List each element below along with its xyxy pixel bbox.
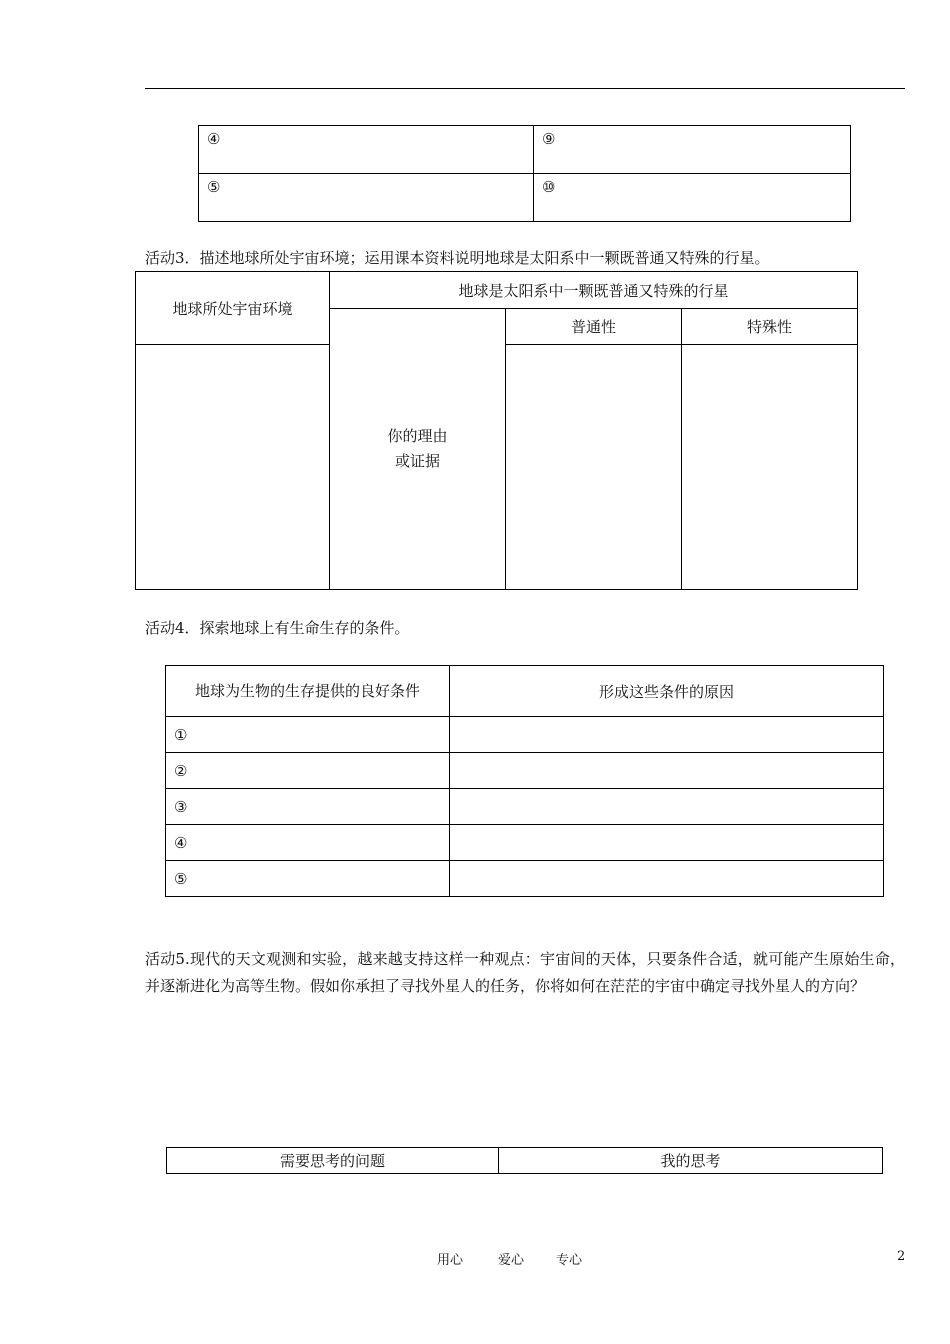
table-cell: ④ (199, 126, 534, 174)
activity4-table (165, 665, 884, 897)
table-cell (450, 789, 884, 825)
special-answer-cell (682, 345, 858, 590)
table-row-label: ④ (166, 825, 450, 861)
env-answer-cell (136, 345, 330, 590)
table-top (198, 125, 851, 222)
reason-line-2: 或证据 (394, 452, 440, 470)
footer-motto-1: 用心 (437, 1253, 464, 1268)
footer-motto-3: 专心 (556, 1253, 583, 1268)
footer-motto-2: 爱心 (498, 1253, 525, 1268)
activity5-text: 活动5.现代的天文观测和实验，越来越支持这样一种观点：宇宙间的天体，只要条件合适，就可能产生原始生命，并逐渐进化为高等生物。假如你承担了寻找外星人的任务，你将如何在茫茫的宇宙中确定寻找外星人的方向？ (145, 950, 905, 995)
table-cell (450, 861, 884, 897)
common-answer-cell (506, 345, 682, 590)
reason-cell (330, 309, 506, 590)
conditions-header (166, 666, 450, 717)
reason-line-1: 你的理由 (387, 427, 448, 445)
page-number: 2 (897, 1249, 906, 1264)
table-cell (450, 825, 884, 861)
planet-group-header: 地球是太阳系中一颗既普通又特殊的行星 (330, 272, 858, 309)
activity3-text: 活动3．描述地球所处宇宙环境；运用课本资料说明地球是太阳系中一颗既普通又特殊的行星。 (145, 249, 770, 267)
table-row-label: ⑤ (166, 861, 450, 897)
questions-header: 需要思考的问题 (167, 1148, 499, 1174)
thoughts-header: 我的思考 (499, 1148, 883, 1174)
reasons-header: 形成这些条件的原因 (450, 666, 884, 717)
common-header: 普通性 (506, 309, 682, 345)
env-header: 地球所处宇宙环境 (136, 272, 330, 345)
activity5-table (166, 1147, 883, 1174)
special-header: 特殊性 (682, 309, 858, 345)
table-cell: ⑨ (534, 126, 851, 174)
header-rule (145, 88, 905, 89)
activity4-text: 活动4．探索地球上有生命生存的条件。 (145, 619, 410, 637)
table-row-label: ② (166, 753, 450, 789)
table-cell: ⑤ (199, 174, 534, 222)
table-cell: ⑩ (534, 174, 851, 222)
table-cell (450, 717, 884, 753)
table-cell (450, 753, 884, 789)
table-row-label: ③ (166, 789, 450, 825)
conditions-header-text: 地球为生物的生存提供的良好条件 (194, 682, 420, 700)
activity3-table (135, 271, 858, 590)
table-row-label: ① (166, 717, 450, 753)
